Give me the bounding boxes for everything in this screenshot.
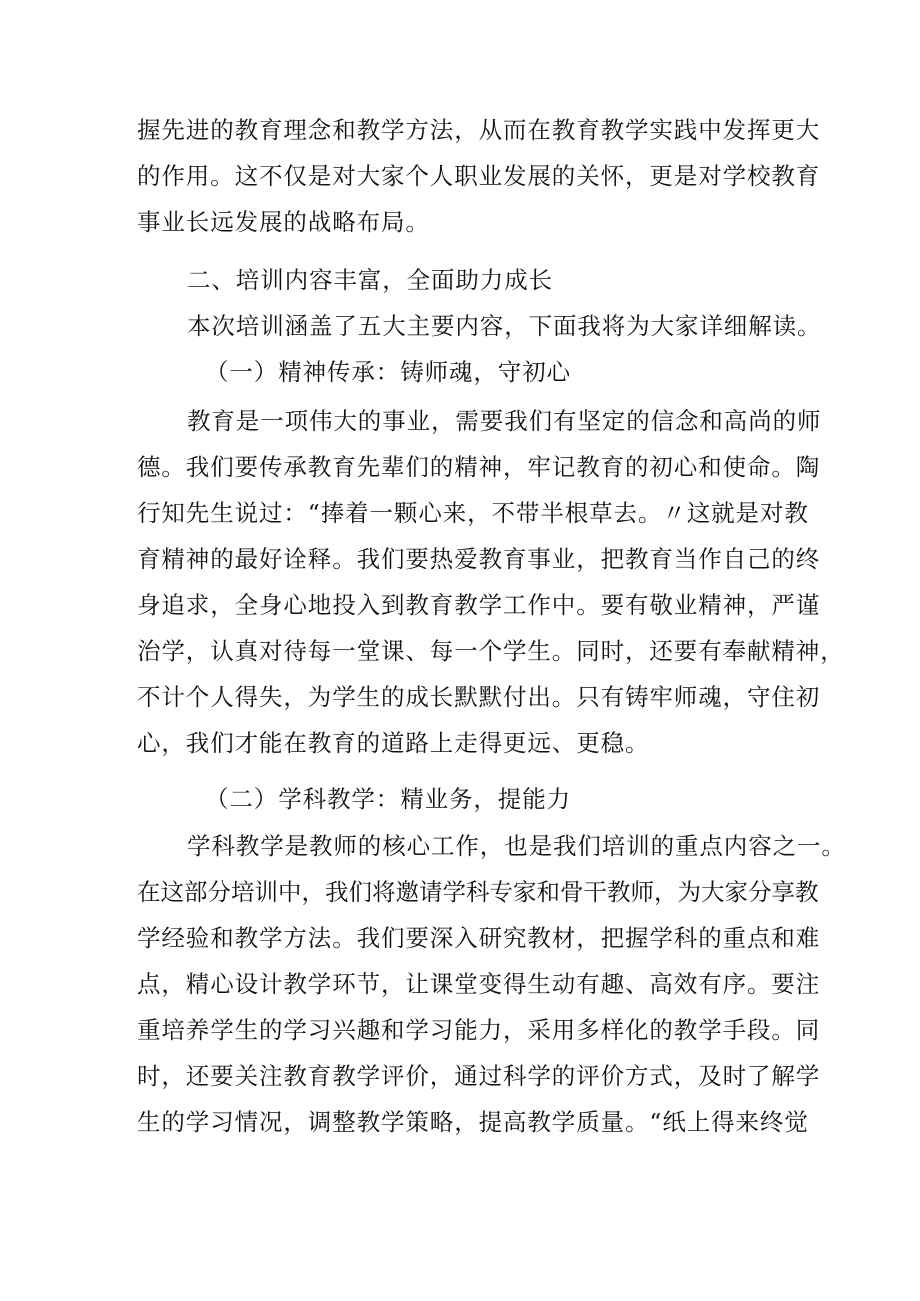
subsection-heading: （二）学科教学：精业务，提能力 (205, 785, 571, 813)
paragraph-first-line: 教育是一项伟大的事业，需要我们有坚定的信念和高尚的师 (187, 407, 822, 435)
section-heading: 二、培训内容丰富，全面助力成长 (187, 266, 553, 294)
text-line: 学经验和教学方法。我们要深入研究教材，把握学科的重点和难 (137, 924, 821, 952)
text-line: 事业长远发展的战略布局。 (137, 208, 430, 236)
text-line: 德。我们要传承教育先辈们的精神，牢记教育的初心和使命。陶 (137, 453, 821, 481)
text-line: 行知先生说过：“捧着一颗心来，不带半根草去。〃这就是对教 (137, 499, 809, 527)
subsection-heading: （一）精神传承：铸师魂，守初心 (205, 358, 571, 386)
text-line: 重培养学生的学习兴趣和学习能力，采用多样化的教学手段。同 (137, 1016, 821, 1044)
text-line: 本次培训涵盖了五大主要内容，下面我将为大家详细解读。 (187, 312, 822, 340)
text-line: 育精神的最好诠释。我们要热爱教育事业，把教育当作自己的终 (137, 545, 821, 573)
text-line: 点，精心设计教学环节，让课堂变得生动有趣、高效有序。要注 (137, 970, 821, 998)
text-line: 生的学习情况，调整教学策略，提高教学质量。“纸上得来终觉 (137, 1108, 809, 1136)
text-line: 的作用。这不仅是对大家个人职业发展的关怀，更是对学校教育 (137, 162, 821, 190)
text-line: 不计个人得失，为学生的成长默默付出。只有铸牢师魂，守住初 (137, 683, 821, 711)
text-line: 心，我们才能在教育的道路上走得更远、更稳。 (137, 729, 650, 757)
text-line: 治学，认真对待每一堂课、每一个学生。同时，还要有奉献精神， (137, 637, 845, 665)
text-line: 时，还要关注教育教学评价，通过科学的评价方式，及时了解学 (137, 1062, 821, 1090)
paragraph-first-line: 学科教学是教师的核心工作，也是我们培训的重点内容之一。 (187, 832, 846, 860)
text-line: 身追求，全身心地投入到教育教学工作中。要有敬业精神，严谨 (137, 591, 821, 619)
text-line: 握先进的教育理念和教学方法，从而在教育教学实践中发挥更大 (137, 116, 821, 144)
text-line: 在这部分培训中，我们将邀请学科专家和骨干教师，为大家分享教 (137, 878, 819, 906)
